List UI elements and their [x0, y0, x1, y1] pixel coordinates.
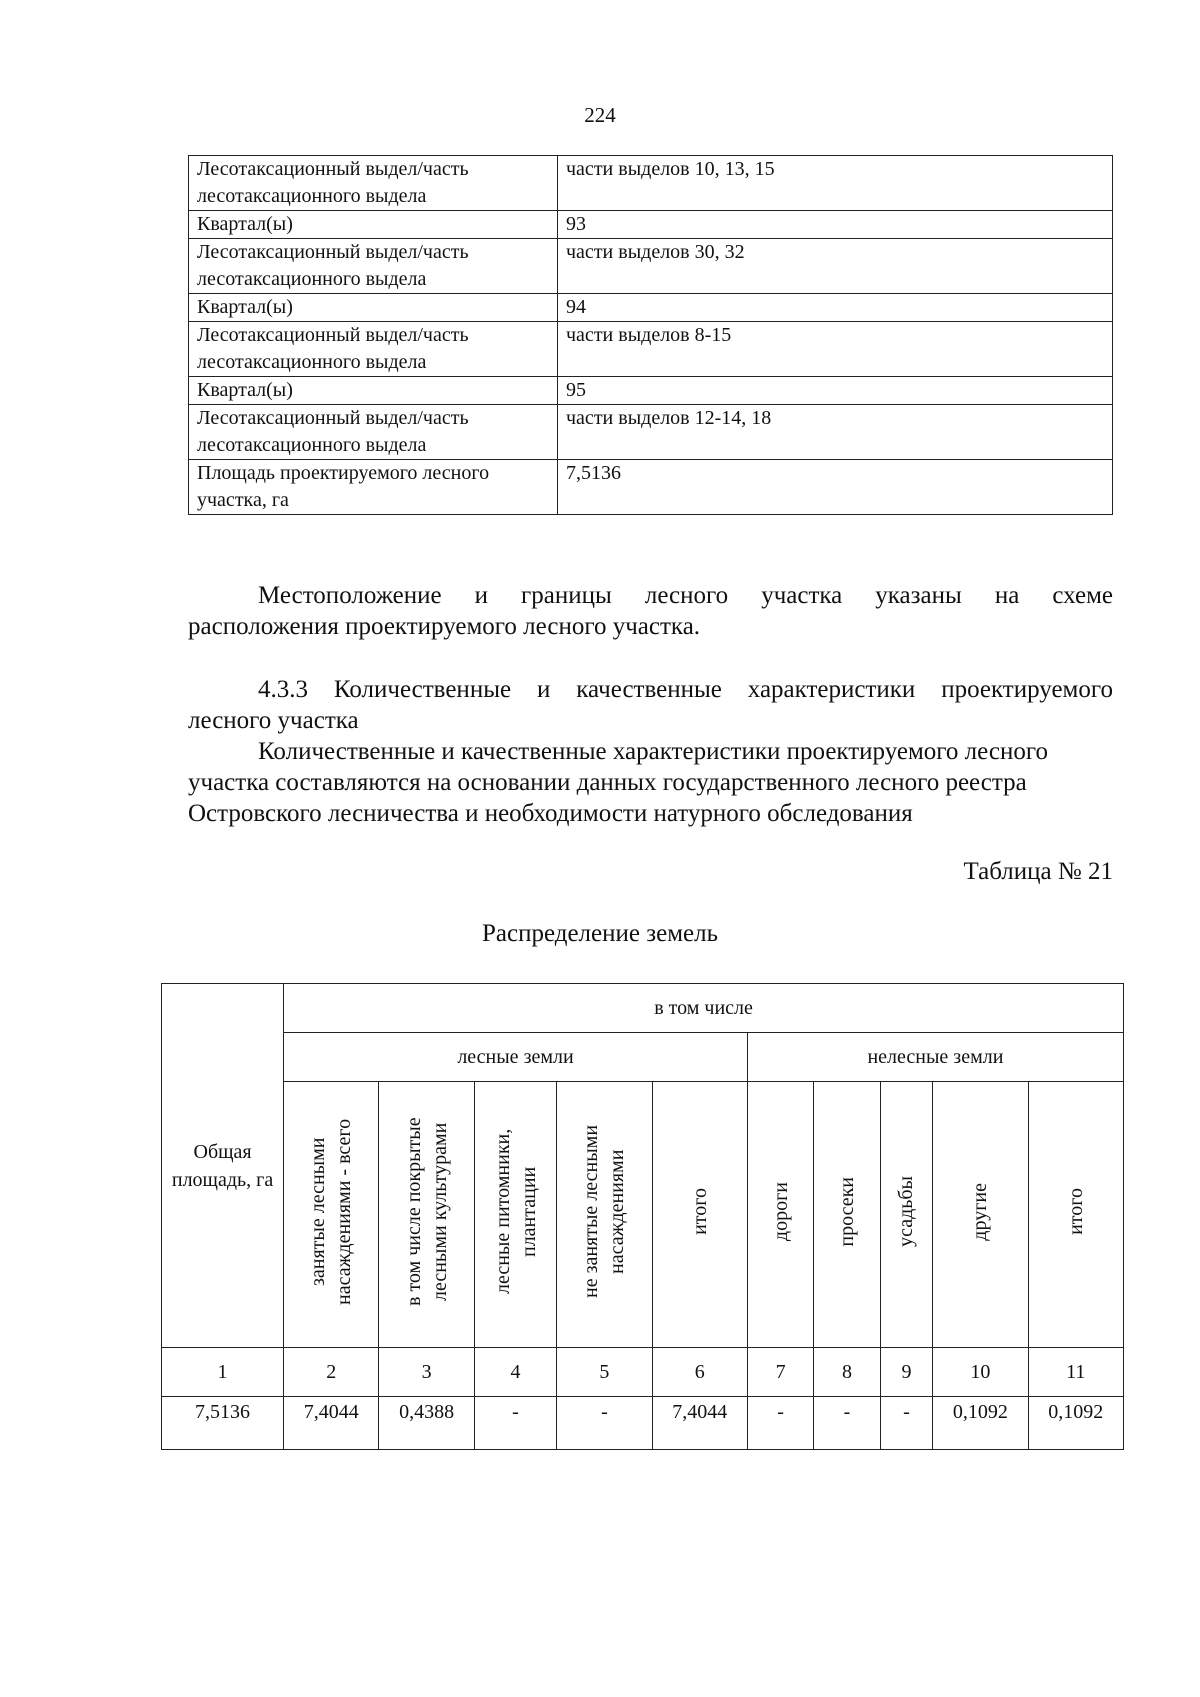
section-heading [188, 674, 1113, 736]
table-cell: - [814, 1397, 880, 1450]
column-header-text: усадьбы [895, 1176, 918, 1247]
column-header-text: занятые лесными насаждениями - всего [307, 1118, 356, 1305]
row-key: Лесотаксационный выдел/часть лесотаксационного выдела [189, 405, 558, 460]
column-header [880, 1082, 932, 1348]
land-distribution-table [161, 983, 1124, 1450]
column-header-text: дороги [769, 1181, 792, 1242]
row-key: Квартал(ы) [189, 377, 558, 405]
row-key: Квартал(ы) [189, 294, 558, 322]
row-value: части выделов 10, 13, 15 [558, 156, 1113, 211]
column-number: 6 [652, 1348, 747, 1397]
table-cell: 0,4388 [379, 1397, 474, 1450]
row-key: Квартал(ы) [189, 211, 558, 239]
column-number-row [162, 1348, 1124, 1397]
location-paragraph-line2: расположения проектируемого лесного участка. [188, 613, 701, 640]
row-key: Лесотаксационный выдел/часть лесотаксационного выдела [189, 156, 558, 211]
row-key: Лесотаксационный выдел/часть лесотаксационного выдела [189, 239, 558, 294]
row-key: Площадь проектируемого лесного участка, га [189, 460, 558, 515]
column-header [379, 1082, 474, 1348]
column-header-text: лесные питомники, плантации [491, 1128, 540, 1295]
row-value: 94 [558, 294, 1113, 322]
column-header [474, 1082, 556, 1348]
forest-lands-header: лесные земли [284, 1033, 748, 1082]
column-header-text: итого [688, 1188, 711, 1235]
row-value: части выделов 12-14, 18 [558, 405, 1113, 460]
table-cell: - [557, 1397, 652, 1450]
column-number: 5 [557, 1348, 652, 1397]
row-value: 7,5136 [558, 460, 1113, 515]
table-cell: 7,4044 [652, 1397, 747, 1450]
column-number: 2 [284, 1348, 379, 1397]
location-paragraph [188, 580, 1113, 642]
row-value: 95 [558, 377, 1113, 405]
value-row [162, 1397, 1124, 1450]
column-number: 4 [474, 1348, 556, 1397]
row-value: части выделов 8-15 [558, 322, 1113, 377]
table-row [189, 211, 1113, 239]
table-cell: 7,5136 [162, 1397, 284, 1450]
column-number: 8 [814, 1348, 880, 1397]
including-header: в том числе [284, 984, 1124, 1033]
table-cell: - [474, 1397, 556, 1450]
table-row [189, 377, 1113, 405]
table-number-label: Таблица № 21 [963, 858, 1113, 885]
total-area-header: Общая площадь, га [162, 984, 284, 1348]
column-header [747, 1082, 813, 1348]
table-cell: - [747, 1397, 813, 1450]
column-number: 9 [880, 1348, 932, 1397]
column-number: 3 [379, 1348, 474, 1397]
column-header [652, 1082, 747, 1348]
table-cell: 7,4044 [284, 1397, 379, 1450]
table-cell: - [880, 1397, 932, 1450]
page-number: 224 [584, 103, 616, 127]
row-key: Лесотаксационный выдел/часть лесотаксационного выдела [189, 322, 558, 377]
column-header-text: другие [969, 1182, 992, 1241]
column-header [814, 1082, 880, 1348]
row-value: части выделов 30, 32 [558, 239, 1113, 294]
table-row [189, 239, 1113, 294]
column-header [284, 1082, 379, 1348]
column-number: 11 [1028, 1348, 1123, 1397]
table-row [189, 405, 1113, 460]
table-row [189, 156, 1113, 211]
row-value: 93 [558, 211, 1113, 239]
table-row [189, 460, 1113, 515]
column-header-text: итого [1064, 1188, 1087, 1235]
column-number: 7 [747, 1348, 813, 1397]
column-header [557, 1082, 652, 1348]
column-header-text: не занятые лесными насаждениями [580, 1124, 629, 1299]
characteristics-paragraph: Количественные и качественные характеристики проектируемого лесного участка составляются на основании данных государственного лесного реестра Островского лесничества и необходимости натурного обследования [188, 738, 1048, 827]
table-title: Распределение земель [482, 920, 718, 947]
table-cell: 0,1092 [933, 1397, 1028, 1450]
column-header [1028, 1082, 1123, 1348]
nonforest-lands-header: нелесные земли [747, 1033, 1123, 1082]
column-number: 10 [933, 1348, 1028, 1397]
column-number: 1 [162, 1348, 284, 1397]
plot-info-table [188, 155, 1113, 515]
section-heading-line2: лесного участка [188, 707, 359, 734]
column-header-text: в том числе покрытые лесными культурами [402, 1117, 451, 1306]
table-row [189, 294, 1113, 322]
column-header-text: просеки [836, 1176, 859, 1247]
column-header [933, 1082, 1028, 1348]
location-paragraph-line1: Местоположение и границы лесного участка указаны на схеме [258, 582, 1113, 609]
table-cell: 0,1092 [1028, 1397, 1123, 1450]
section-heading-line1: 4.3.3 Количественные и качественные характеристики проектируемого [258, 676, 1113, 703]
table-row [189, 322, 1113, 377]
